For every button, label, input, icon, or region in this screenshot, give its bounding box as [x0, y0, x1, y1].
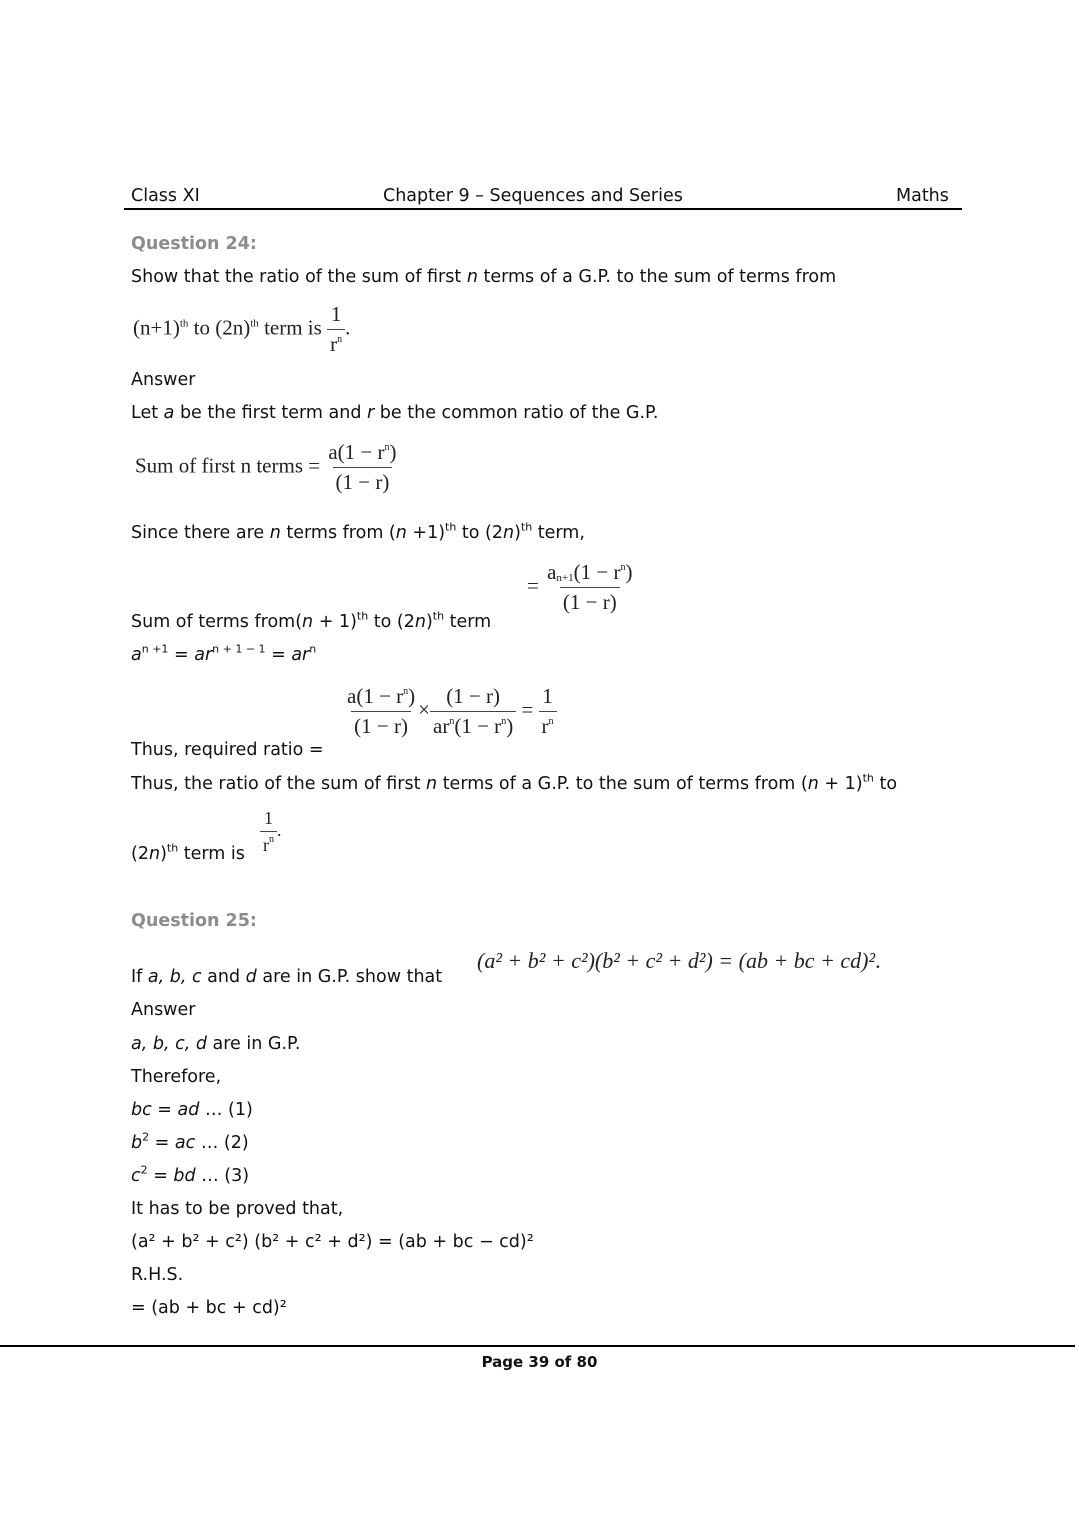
text: If — [131, 967, 148, 987]
r: r — [263, 835, 269, 855]
paren: (1 − r — [356, 684, 404, 708]
text: ) — [514, 523, 521, 543]
sup: th — [179, 317, 189, 330]
sup: 2 — [142, 1130, 150, 1144]
var: n — [269, 523, 281, 543]
r: r — [541, 714, 549, 738]
times: × — [418, 697, 431, 722]
question-24-formula-line — [133, 302, 350, 357]
q25-line-9: = (ab + bc + cd)² — [131, 1298, 287, 1318]
q25-eq-3 — [131, 1163, 250, 1186]
sup: n — [384, 442, 390, 453]
question-25-statement — [131, 967, 442, 987]
a: a — [547, 560, 557, 584]
rhs: bd — [173, 1166, 196, 1186]
question-25-formula — [477, 948, 881, 974]
period: . — [875, 948, 881, 973]
period: . — [345, 315, 351, 340]
var: n — [148, 844, 161, 864]
vars: a, b, c — [147, 967, 202, 987]
rhs: ad — [177, 1100, 200, 1120]
ar: ar — [433, 714, 450, 738]
den-r: r — [330, 332, 338, 356]
numerator: 1 — [542, 684, 553, 708]
sup: th — [250, 317, 259, 330]
q25-line-6: It has to be proved that, — [131, 1199, 344, 1219]
text: be the first term and — [174, 403, 368, 423]
vars: a, b, c, d — [131, 1034, 207, 1054]
equals: = — [521, 697, 534, 722]
var: n — [302, 612, 314, 632]
ratio-label: Thus, required ratio = — [131, 740, 324, 760]
text: terms of a G.P. to the sum of terms from ( — [437, 774, 808, 794]
eq: = — [149, 1133, 175, 1153]
lhs: bc — [131, 1100, 152, 1120]
denominator: (1 − r) — [560, 587, 620, 615]
header-chapter: Chapter 9 – Sequences and Series — [383, 186, 683, 206]
fraction-1-over-rn — [327, 302, 345, 357]
question-24-statement — [131, 267, 836, 287]
text: and — [201, 967, 246, 987]
text: (2 — [131, 844, 149, 864]
text: = — [265, 645, 292, 665]
answer-label-25: Answer — [131, 1000, 196, 1020]
var: ar — [291, 645, 310, 665]
var: n — [807, 774, 819, 794]
math: (2n) — [215, 315, 251, 340]
sup: n — [269, 834, 274, 845]
text: ) — [425, 612, 433, 632]
a: a — [347, 684, 357, 708]
a: a — [328, 440, 338, 464]
sup: n +1 — [141, 642, 169, 656]
conclusion-line-1 — [131, 771, 898, 794]
sup: n + 1 − 1 — [212, 642, 266, 656]
numerator — [344, 684, 418, 711]
text: = — [168, 645, 195, 665]
fraction — [260, 808, 277, 856]
tag: … (2) — [195, 1133, 249, 1153]
paren: (1 − r — [573, 560, 621, 584]
math: (n+1) — [133, 315, 180, 340]
q25-eq-1 — [131, 1100, 253, 1120]
sup: n — [449, 716, 455, 727]
text: terms from ( — [280, 523, 396, 543]
text: are in G.P. — [206, 1034, 301, 1054]
question-25-heading: Question 25: — [131, 911, 257, 931]
text: Thus, the ratio of the sum of first — [131, 774, 427, 794]
paren: (1 − r — [337, 440, 385, 464]
paren-close: ) — [408, 684, 416, 708]
header-class: Class XI — [131, 186, 200, 206]
var: n — [503, 523, 515, 543]
text: are in G.P. show that — [256, 967, 443, 987]
fraction-2 — [430, 684, 516, 739]
var: n — [414, 612, 426, 632]
numerator — [325, 440, 399, 467]
equals: = — [308, 453, 321, 478]
sup: n — [501, 716, 507, 727]
a-n-plus-1-line — [131, 642, 317, 665]
tag: … (3) — [195, 1166, 250, 1186]
var: n — [395, 523, 407, 543]
text: Sum of terms from( — [131, 612, 303, 632]
text: term — [444, 612, 492, 632]
rhs: ac — [174, 1133, 196, 1153]
fraction-3 — [539, 684, 557, 739]
var-r: r — [367, 403, 375, 423]
page-number: Page 39 of 80 — [481, 1353, 598, 1371]
sum-terms-formula — [527, 560, 635, 615]
denominator: (1 − r) — [333, 467, 393, 495]
sup: n — [620, 562, 626, 573]
sup: th — [862, 771, 874, 785]
text: to (2 — [368, 612, 415, 632]
var: ar — [194, 645, 213, 665]
fraction — [325, 440, 399, 495]
text: + 1) — [313, 612, 357, 632]
var: a — [131, 645, 142, 665]
footer-divider — [0, 1345, 1075, 1347]
text: term, — [532, 523, 585, 543]
q25-line-2: Therefore, — [131, 1067, 222, 1087]
header-subject: Maths — [896, 186, 949, 206]
var-a: a — [163, 403, 175, 423]
paren-close: ) — [506, 714, 514, 738]
sup: th — [432, 609, 445, 623]
denominator — [539, 711, 557, 739]
var: d — [245, 967, 257, 987]
sup: th — [520, 520, 533, 534]
text: +1) — [406, 523, 446, 543]
text: Show that the ratio of the sum of first — [131, 267, 467, 287]
lhs: b — [131, 1133, 143, 1153]
text: to (2 — [456, 523, 503, 543]
denominator — [327, 329, 345, 357]
sup: 2 — [140, 1163, 148, 1177]
sup: n — [548, 716, 554, 727]
fraction-1 — [344, 684, 418, 739]
formula: (a² + b² + c²)(b² + c² + d²) = (ab + bc + cd)² — [477, 948, 876, 973]
question-24-heading: Question 24: — [131, 234, 257, 254]
sum-first-n-formula — [135, 440, 400, 495]
text: + 1) — [818, 774, 863, 794]
lhs: c — [131, 1166, 141, 1186]
header-divider — [124, 208, 962, 210]
since-line — [131, 520, 585, 543]
den-sup: n — [337, 334, 343, 345]
sum-terms-label — [131, 609, 492, 632]
numerator: 1 — [330, 302, 342, 326]
sup: th — [445, 520, 457, 534]
text: term is — [178, 844, 245, 864]
sub: n+1 — [556, 572, 574, 585]
eq: = — [151, 1100, 178, 1120]
sup: th — [166, 841, 179, 855]
label: Sum of first n terms — [135, 453, 303, 478]
ratio-formula — [344, 684, 557, 739]
conclusion-fraction — [260, 808, 282, 856]
period: . — [277, 820, 282, 841]
q25-eq-2 — [131, 1130, 249, 1153]
conclusion-line-2 — [131, 841, 245, 864]
text: ) — [160, 844, 167, 864]
sup: th — [356, 609, 369, 623]
q25-line-8: R.H.S. — [131, 1265, 184, 1285]
text: terms of a G.P. to the sum of terms from — [477, 267, 837, 287]
numerator: 1 — [264, 808, 273, 828]
text: to — [873, 774, 898, 794]
equals: = — [527, 573, 539, 598]
fraction — [544, 560, 635, 615]
sup: n — [403, 686, 409, 697]
var-n: n — [466, 267, 478, 287]
answer-label-24: Answer — [131, 370, 196, 390]
q25-line-7: (a² + b² + c²) (b² + c² + d²) = (ab + bc − cd)² — [131, 1232, 534, 1252]
eq: = — [147, 1166, 174, 1186]
tag: … (1) — [199, 1100, 253, 1120]
text: Let — [131, 403, 164, 423]
math: term is — [258, 315, 328, 340]
var: n — [426, 774, 438, 794]
math: to — [188, 315, 216, 340]
paren-close: ) — [389, 440, 397, 464]
sup: n — [309, 642, 317, 656]
q25-line-1 — [131, 1034, 300, 1054]
let-line — [131, 403, 658, 423]
denominator — [260, 831, 277, 856]
numerator: (1 − r) — [446, 684, 501, 708]
denominator — [430, 711, 516, 739]
numerator — [544, 560, 635, 587]
denominator: (1 − r) — [351, 711, 411, 739]
text: be the common ratio of the G.P. — [374, 403, 659, 423]
paren: (1 − r — [454, 714, 502, 738]
paren-close: ) — [625, 560, 633, 584]
text: Since there are — [131, 523, 270, 543]
